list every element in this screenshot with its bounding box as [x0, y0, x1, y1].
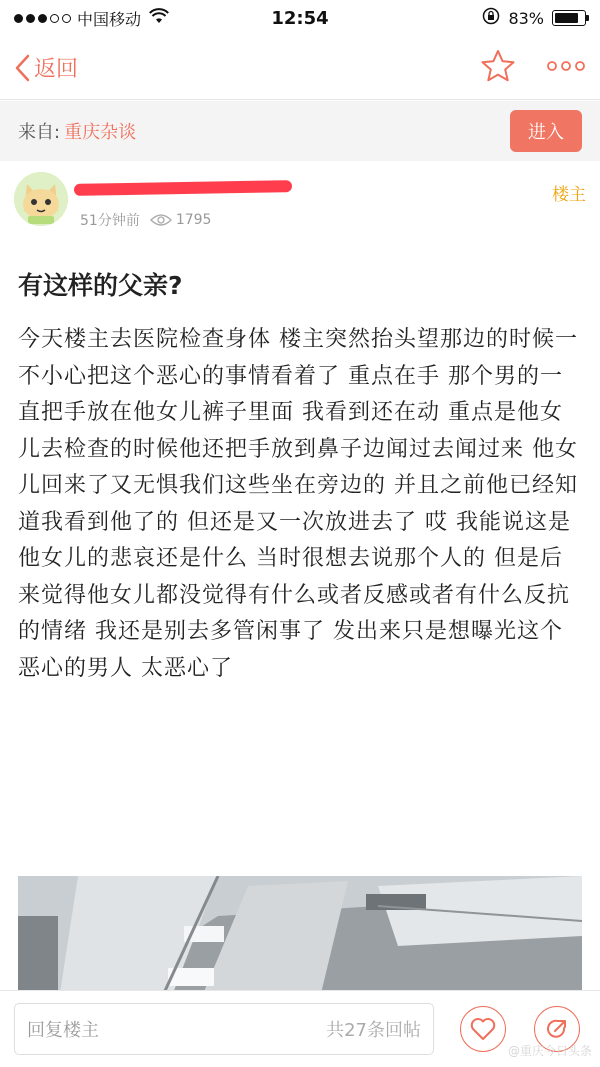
op-badge: 楼主 [552, 185, 586, 205]
eye-icon [150, 213, 172, 227]
source-bar [0, 101, 600, 161]
wifi-icon [149, 8, 169, 28]
nav-bar [0, 36, 600, 100]
share-icon [544, 1016, 570, 1042]
author-row [14, 172, 586, 234]
clock: 12:54 [271, 7, 329, 29]
watermark: @重庆今日头条 [507, 1044, 592, 1058]
back-chevron-icon [14, 54, 30, 82]
reply-input[interactable] [14, 1003, 434, 1055]
carrier-name: 中国移动 [77, 9, 142, 29]
heart-icon [470, 1017, 496, 1041]
status-bar [0, 0, 600, 36]
post-title: 有这样的父亲? [18, 271, 183, 300]
star-icon[interactable] [480, 49, 516, 87]
battery-icon [552, 10, 586, 26]
lock-rotation-icon [482, 7, 500, 29]
reply-placeholder: 回复楼主 [27, 1020, 99, 1041]
source-forum-link[interactable]: 重庆杂谈 [64, 122, 137, 143]
post-body: 今天楼主去医院检查身体 楼主突然抬头望那边的时候一不小心把这个恶心的事情看着了 重点在手 那个男的一直把手放在他女儿裤子里面 我看到还在动 重点是他女儿去检查的时候他还把手放到鼻子边闻过去闻过来 他女儿回来了又无惧我们这些坐在旁边的 并且之前他已经知道我看到他了的 但还是又一次放进去了 哎 我能说这是他女儿的悲哀还是什么 当时很想去说那个人的 但是后来觉得他女儿都没觉得有什么或者反感或者有什么反抗的情绪 我还是别去多管闲事了 发出来只是想曝光这个恶心的男人 太恶心了 [18, 327, 578, 681]
bottom-bar [0, 990, 600, 1067]
view-count: 1795 [175, 212, 212, 228]
back-label: 返回 [34, 57, 79, 82]
like-button[interactable] [460, 1006, 506, 1052]
signal-strength-icon [14, 14, 71, 23]
battery-percentage: 83% [508, 8, 544, 28]
reply-count: 共27条回帖 [326, 1020, 421, 1041]
post-time: 51分钟前 [80, 213, 140, 229]
source-prefix: 来自: [18, 122, 61, 143]
enter-button[interactable]: 进入 [510, 110, 582, 152]
back-button[interactable] [14, 52, 78, 83]
post-image[interactable] [18, 876, 582, 1006]
avatar[interactable] [14, 172, 68, 226]
more-icon[interactable] [546, 58, 586, 77]
redaction-mark [74, 180, 292, 196]
